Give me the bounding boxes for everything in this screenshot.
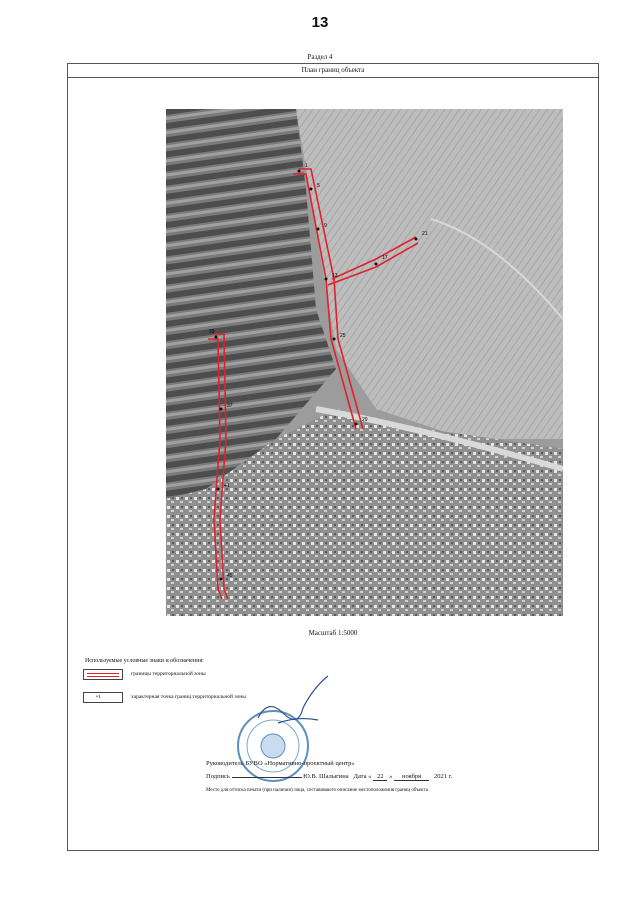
head-line: Руководитель БУВО «Нормативно-проектный центр» (206, 760, 355, 767)
point-label: 5 (317, 183, 320, 189)
point-label: 21 (422, 231, 428, 237)
frame-title: План границ объекта (68, 64, 598, 78)
point-label: 29 (362, 417, 368, 423)
page-number: 13 (311, 14, 329, 31)
aerial-map (166, 109, 563, 616)
sign-line (206, 773, 452, 780)
point-label: 9 (324, 223, 327, 229)
scale-label: Масштаб 1:5000 (308, 629, 358, 637)
sign-underline (232, 777, 302, 778)
section-title: Раздел 4 (307, 53, 333, 61)
date-day: 22 (373, 773, 388, 781)
point-label: 1 (305, 163, 308, 169)
point-label: 25 (340, 333, 346, 339)
date-label: Дата « (353, 773, 372, 780)
point-label: 33 (209, 329, 215, 335)
legend-boundary-text: границы территориальной зоны (131, 671, 206, 677)
legend-point-text: характерная точка границ территориальной зоны (131, 694, 246, 700)
point-symbol: •1 (96, 694, 101, 700)
boundary-swatch (83, 669, 123, 680)
document-frame (67, 63, 599, 851)
point-label: 45 (227, 573, 233, 579)
date-day-close: » (389, 773, 393, 780)
point-label: 37 (227, 403, 233, 409)
stamp-note: Место для оттиска печати (при наличии) лица, составившего описание местоположения границ объекта (206, 788, 428, 793)
legend-title: Используемые условные знаки и обозначения: (85, 658, 204, 664)
sign-label: Подпись (206, 773, 230, 780)
point-label: 13 (332, 273, 338, 279)
point-swatch (83, 692, 123, 703)
date-year: 2021 г. (434, 773, 453, 780)
date-month: ноября (394, 773, 429, 781)
handwritten-signature (248, 668, 348, 728)
signer-name: Ю.В. Шалыгина (303, 773, 349, 780)
point-label: 41 (224, 483, 230, 489)
map-svg (166, 109, 563, 616)
point-label: 17 (382, 255, 388, 261)
